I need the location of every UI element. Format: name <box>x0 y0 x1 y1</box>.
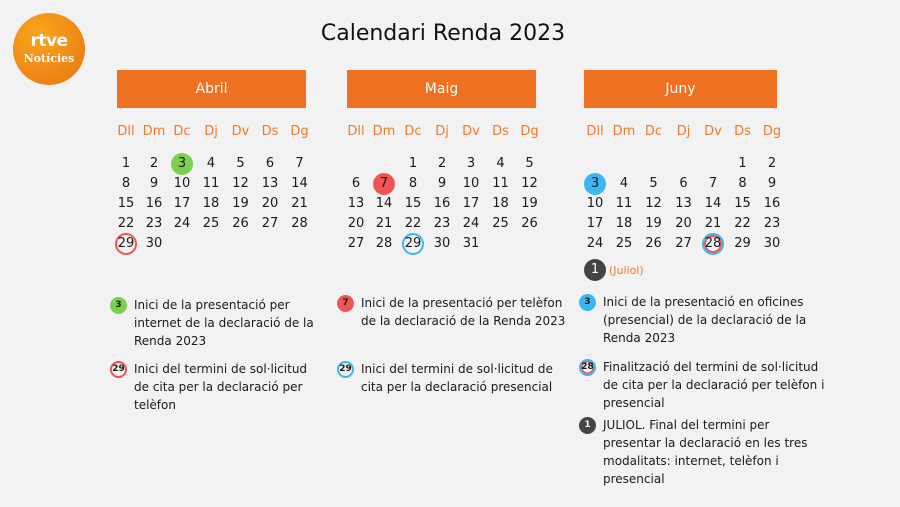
day-cell <box>398 234 428 254</box>
weekday-label: Ds <box>261 124 279 139</box>
marked-day: 7 <box>373 173 395 195</box>
legend-item <box>579 358 829 412</box>
day-cell: 18 <box>492 196 509 211</box>
day-cell: 16 <box>145 196 163 211</box>
weekday-label: Dv <box>704 124 722 139</box>
day-cell: 9 <box>767 176 777 191</box>
day-cell: 23 <box>145 216 163 231</box>
day-cell: 24 <box>462 216 480 231</box>
empty-day-cell <box>580 154 610 174</box>
day-cell: 8 <box>738 176 747 191</box>
day-cell: 16 <box>763 196 781 211</box>
day-cell: 4 <box>206 156 216 171</box>
empty-day-cell <box>285 234 314 254</box>
week-row <box>580 234 787 254</box>
weekday-label: Dg <box>762 124 782 139</box>
week-row <box>342 154 544 174</box>
weekday-label: Dc <box>644 124 663 139</box>
empty-day-cell <box>370 154 398 174</box>
month-header-abril: Abril <box>117 70 306 108</box>
day-cell: 2 <box>437 156 447 171</box>
legend-item <box>337 360 567 396</box>
legend-text: Inici de la presentació en oficines (presencial) de la declaració de la Renda 2023 <box>603 295 807 345</box>
week-row <box>580 174 787 194</box>
day-cell: 19 <box>521 196 538 211</box>
day-cell: 30 <box>433 236 451 251</box>
day-cell <box>698 234 728 254</box>
weekday-label: Dj <box>435 124 449 139</box>
calendar-juny <box>580 122 787 254</box>
weekday-row <box>580 122 787 142</box>
day-cell: 13 <box>675 196 692 211</box>
empty-day-cell <box>515 234 544 254</box>
day-cell: 2 <box>149 156 159 171</box>
day-cell: 17 <box>586 216 604 231</box>
weekday-label: Dm <box>142 124 166 139</box>
empty-day-cell <box>698 154 728 174</box>
green-day-badge: 3 <box>110 297 127 314</box>
legend-text: JULIOL. Final del termini per presentar la declaració en les tres modalitats: internet, telèfon i presencial <box>603 418 808 486</box>
day-cell: 10 <box>173 176 191 191</box>
day-cell: 27 <box>261 216 279 231</box>
day-cell: 20 <box>261 196 279 211</box>
calendar-maig <box>342 122 544 254</box>
day-cell <box>580 174 610 194</box>
day-cell: 1 <box>408 156 418 171</box>
empty-day-cell <box>669 154 698 174</box>
weekday-label: Dg <box>520 124 539 139</box>
day-cell: 26 <box>232 216 249 231</box>
day-cell: 12 <box>232 176 249 191</box>
week-row <box>112 194 314 214</box>
day-cell: 15 <box>404 196 422 211</box>
legend-text: Inici de la presentació per telèfon de la declaració de la Renda 2023 <box>361 296 566 328</box>
day-cell: 12 <box>521 176 538 191</box>
page-title <box>0 21 900 46</box>
empty-day-cell <box>196 234 226 254</box>
week-row <box>342 234 544 254</box>
day-cell: 21 <box>291 196 308 211</box>
marked-day: 3 <box>171 153 193 175</box>
week-row <box>580 214 787 234</box>
day-cell: 18 <box>202 196 220 211</box>
weekday-label: Dm <box>612 124 636 139</box>
week-row <box>112 234 314 254</box>
legend-item <box>579 416 829 488</box>
day-cell: 6 <box>351 176 361 191</box>
day-cell: 6 <box>265 156 275 171</box>
day-cell: 10 <box>586 196 604 211</box>
juliol-label: (Juliol) <box>609 263 644 277</box>
marked-day: 28 <box>702 233 724 255</box>
day-cell: 11 <box>202 176 220 191</box>
weekday-label: Dc <box>404 124 422 139</box>
day-cell: 11 <box>615 196 633 211</box>
day-cell <box>112 234 140 254</box>
day-cell: 28 <box>291 216 308 231</box>
month-header-juny: Juny <box>584 70 777 108</box>
day-cell: 6 <box>679 176 688 191</box>
day-cell: 21 <box>375 216 393 231</box>
day-cell: 14 <box>291 176 308 191</box>
day-cell: 22 <box>117 216 135 231</box>
day-cell: 27 <box>675 236 692 251</box>
logo-text-rtve: rtve <box>30 31 68 51</box>
day-cell: 23 <box>433 216 451 231</box>
weekday-label: Dll <box>347 124 365 139</box>
day-cell: 25 <box>202 216 220 231</box>
day-cell: 20 <box>675 216 692 231</box>
marked-day: 3 <box>584 173 606 195</box>
marked-day: 29 <box>402 233 424 255</box>
juliol-marker <box>584 259 644 281</box>
legend-text: Inici del termini de sol·licitud de cita per la declaració per telèfon <box>134 362 308 412</box>
day-cell: 1 <box>121 156 131 171</box>
weekday-row <box>342 122 544 142</box>
day-cell: 5 <box>525 156 534 171</box>
day-cell: 11 <box>492 176 509 191</box>
weekday-label: Dc <box>173 124 191 139</box>
weekday-label: Dv <box>231 124 250 139</box>
day-cell: 18 <box>615 216 633 231</box>
day-cell: 25 <box>492 216 509 231</box>
logo-text-noticies: Notícies <box>23 52 75 65</box>
day-cell: 23 <box>763 216 781 231</box>
day-cell: 31 <box>462 236 480 251</box>
week-row <box>580 154 787 174</box>
red-ring-day-badge: 29 <box>110 361 127 378</box>
day-cell: 22 <box>734 216 751 231</box>
empty-day-cell <box>226 234 255 254</box>
weekday-label: Dm <box>372 124 396 139</box>
weekday-row <box>112 122 314 142</box>
day-cell: 26 <box>521 216 538 231</box>
weekday-label: Dg <box>290 124 309 139</box>
day-cell: 12 <box>645 196 662 211</box>
week-row <box>342 174 544 194</box>
day-cell: 19 <box>645 216 662 231</box>
weekday-label: Dll <box>117 124 135 139</box>
day-cell: 14 <box>375 196 393 211</box>
day-grid <box>342 154 544 254</box>
day-cell <box>370 174 398 194</box>
day-cell: 13 <box>261 176 279 191</box>
day-cell: 28 <box>375 236 393 251</box>
weekday-label: Dj <box>204 124 218 139</box>
day-cell: 15 <box>734 196 751 211</box>
weekday-label: Ds <box>734 124 751 139</box>
legend-text: Inici del termini de sol·licitud de cita per la declaració presencial <box>361 362 553 394</box>
day-cell: 26 <box>645 236 662 251</box>
empty-day-cell <box>638 154 669 174</box>
week-row <box>112 174 314 194</box>
blue-ring-day-badge: 29 <box>337 361 354 378</box>
weekday-label: Dj <box>676 124 691 139</box>
empty-day-cell <box>255 234 285 254</box>
legend-text: Inici de la presentació per internet de la declaració de la Renda 2023 <box>134 298 314 348</box>
day-cell: 9 <box>149 176 159 191</box>
day-cell: 14 <box>704 196 722 211</box>
day-cell: 3 <box>466 156 476 171</box>
day-cell: 4 <box>619 176 629 191</box>
weekday-label: Ds <box>492 124 509 139</box>
day-cell: 17 <box>173 196 191 211</box>
day-cell: 21 <box>704 216 722 231</box>
day-cell: 24 <box>586 236 604 251</box>
week-row <box>112 154 314 174</box>
day-cell: 5 <box>649 176 658 191</box>
day-cell: 15 <box>117 196 135 211</box>
day-cell: 5 <box>236 156 245 171</box>
day-cell: 7 <box>295 156 304 171</box>
day-cell: 16 <box>433 196 451 211</box>
empty-day-cell <box>168 234 196 254</box>
day-cell: 13 <box>347 196 365 211</box>
day-cell: 9 <box>437 176 447 191</box>
day-cell: 2 <box>767 156 777 171</box>
day-cell: 17 <box>462 196 480 211</box>
day-cell: 10 <box>462 176 480 191</box>
day-cell: 20 <box>347 216 365 231</box>
weekday-label: Dv <box>462 124 480 139</box>
day-cell <box>168 154 196 174</box>
calendar-abril <box>112 122 314 254</box>
blue-day-badge: 3 <box>579 294 596 311</box>
day-cell: 24 <box>173 216 191 231</box>
legend-item <box>579 293 829 347</box>
red-day-badge: 7 <box>337 295 354 312</box>
blue-red-ring-day-badge: 28 <box>579 359 596 376</box>
day-cell: 8 <box>408 176 418 191</box>
legend-item <box>110 296 325 350</box>
day-cell: 27 <box>347 236 365 251</box>
week-row <box>112 214 314 234</box>
legend-item <box>110 360 325 414</box>
week-row <box>580 194 787 214</box>
page-title-text: Calendari Renda 2023 <box>320 21 566 46</box>
day-cell: 4 <box>496 156 505 171</box>
day-grid <box>112 154 314 254</box>
day-cell: 25 <box>615 236 633 251</box>
day-cell: 29 <box>734 236 751 251</box>
legend-text: Finalització del termini de sol·licitud de cita per la declaració per telèfon i presencial <box>603 360 825 410</box>
day-grid <box>580 154 787 254</box>
day-cell: 22 <box>404 216 422 231</box>
empty-day-cell <box>610 154 638 174</box>
legend-item <box>337 294 567 330</box>
day-cell: 7 <box>708 176 718 191</box>
empty-day-cell <box>486 234 515 254</box>
week-row <box>342 214 544 234</box>
week-row <box>342 194 544 214</box>
juliol-day-badge: 1 <box>584 259 606 281</box>
marked-day: 29 <box>115 233 137 255</box>
empty-day-cell <box>342 154 370 174</box>
dark-day-badge: 1 <box>579 417 596 434</box>
day-cell: 19 <box>232 196 249 211</box>
month-header-maig: Maig <box>347 70 536 108</box>
day-cell: 30 <box>763 236 781 251</box>
weekday-label: Dll <box>586 124 604 139</box>
day-cell: 1 <box>738 156 747 171</box>
day-cell: 8 <box>121 176 131 191</box>
day-cell: 30 <box>145 236 163 251</box>
